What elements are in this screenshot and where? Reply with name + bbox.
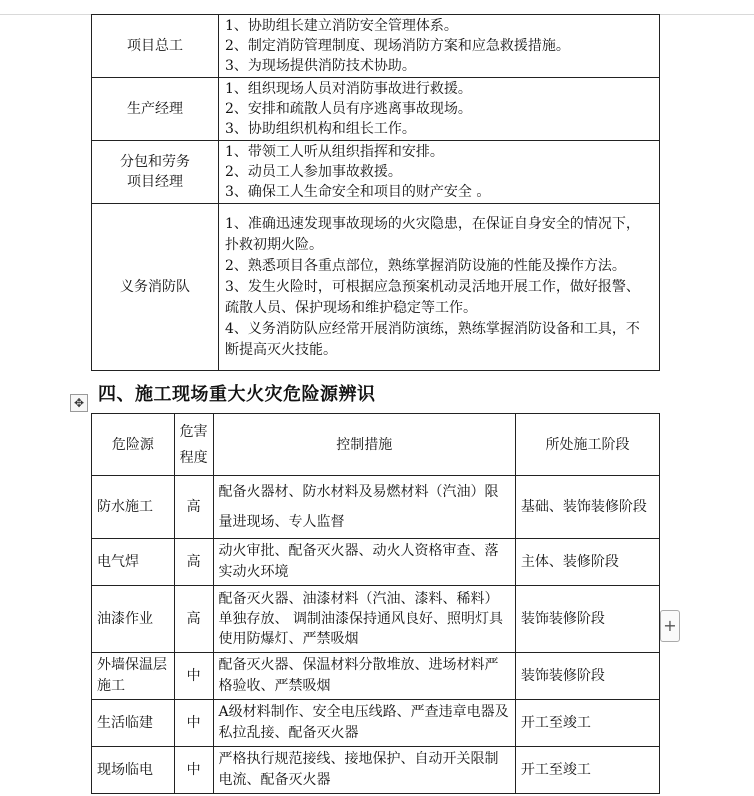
role-cell: 义务消防队: [92, 204, 219, 371]
duty-line: 2、熟悉项目各重点部位，熟练掌握消防设施的性能及操作方法。: [225, 257, 626, 274]
table-move-handle-icon[interactable]: ✥: [70, 394, 88, 412]
duties-cell: [219, 141, 660, 204]
table-row: [92, 141, 660, 204]
column-header: 控制措施: [213, 414, 515, 476]
hazard-source: 防水施工: [92, 476, 175, 539]
column-header: 危害 程度: [174, 414, 213, 476]
table-row: [92, 653, 660, 700]
table-row: [92, 204, 660, 371]
role-cell: 生产经理: [92, 78, 219, 141]
control-measures: 配备灭火器、保温材料分散堆放、进场材料严格验收、严禁吸烟: [213, 653, 515, 700]
role-cell: 分包和劳务 项目经理: [92, 141, 219, 204]
hazard-table: [91, 413, 660, 794]
table-row: [92, 78, 660, 141]
hazard-level: 中: [174, 747, 213, 794]
table-row: [92, 586, 660, 653]
control-measures: 严格执行规范接线、接地保护、自动开关限制电流、配备灭火器: [213, 747, 515, 794]
hazard-level: 中: [174, 700, 213, 747]
hazard-level: 高: [174, 586, 213, 653]
control-measures: 动火审批、配备灭火器、动火人资格审查、落实动火环境: [213, 539, 515, 586]
duty-line: 3、发生火险时，可根据应急预案机动灵活地开展工作，做好报警、疏散人员、保护现场和维护稳定等工作。: [225, 278, 640, 316]
construction-stage: 基础、装饰装修阶段: [515, 476, 659, 539]
section-heading: 四、施工现场重大火灾危险源辨识: [98, 384, 376, 405]
duty-line: 3、协助组织机构和组长工作。: [225, 121, 416, 137]
column-header: 所处施工阶段: [515, 414, 659, 476]
hazard-source: 电气焊: [92, 539, 175, 586]
table-row: [92, 15, 660, 78]
table-row: [92, 539, 660, 586]
control-measures: A级材料制作、安全电压线路、严查违章电器及私拉乱接、配备灭火器: [213, 700, 515, 747]
duty-line: 2、安排和疏散人员有序逃离事故现场。: [225, 101, 472, 117]
construction-stage: 开工至竣工: [515, 700, 659, 747]
duty-line: 1、准确迅速发现事故现场的火灾隐患，在保证自身安全的情况下，扑救初期火险。: [225, 215, 640, 253]
add-column-icon[interactable]: +: [660, 610, 680, 642]
duty-line: 1、带领工人听从组织指挥和安排。: [225, 144, 444, 160]
hazard-level: 高: [174, 476, 213, 539]
duty-line: 1、组织现场人员对消防事故进行救援。: [225, 81, 472, 97]
duty-line: 3、确保工人生命安全和项目的财产安全 。: [225, 184, 491, 200]
duty-line: 1、协助组长建立消防安全管理体系。: [225, 18, 458, 34]
duties-cell: [219, 204, 660, 371]
table-row: [92, 747, 660, 794]
hazard-source: 油漆作业: [92, 586, 175, 653]
hazard-source: 生活临建: [92, 700, 175, 747]
column-header: 危险源: [92, 414, 175, 476]
table-row: [92, 700, 660, 747]
construction-stage: 装饰装修阶段: [515, 586, 659, 653]
hazard-source: 外墙保温层施工: [92, 653, 175, 700]
table-row: [92, 476, 660, 539]
construction-stage: 开工至竣工: [515, 747, 659, 794]
hazard-source: 现场临电: [92, 747, 175, 794]
duty-line: 4、义务消防队应经常开展消防演练，熟练掌握消防设备和工具，不断提高灭火技能。: [225, 320, 640, 358]
construction-stage: 装饰装修阶段: [515, 653, 659, 700]
responsibility-table: [91, 14, 660, 371]
duty-line: 2、制定消防管理制度、现场消防方案和应急救援措施。: [225, 38, 570, 54]
control-measures: 配备灭火器、油漆材料（汽油、漆料、稀料）单独存放、 调制油漆保持通风良好、照明灯具使用防爆灯、严禁吸烟: [213, 586, 515, 653]
duty-line: 2、动员工人参加事故救援。: [225, 164, 402, 180]
construction-stage: 主体、装修阶段: [515, 539, 659, 586]
control-measures: 配备火器材、防水材料及易燃材料（汽油）限量进现场、专人监督: [213, 476, 515, 539]
hazard-level: 中: [174, 653, 213, 700]
table-header-row: [92, 414, 660, 476]
duties-cell: [219, 15, 660, 78]
role-cell: 项目总工: [92, 15, 219, 78]
hazard-level: 高: [174, 539, 213, 586]
duties-cell: [219, 78, 660, 141]
duty-line: 3、为现场提供消防技术协助。: [225, 58, 416, 74]
